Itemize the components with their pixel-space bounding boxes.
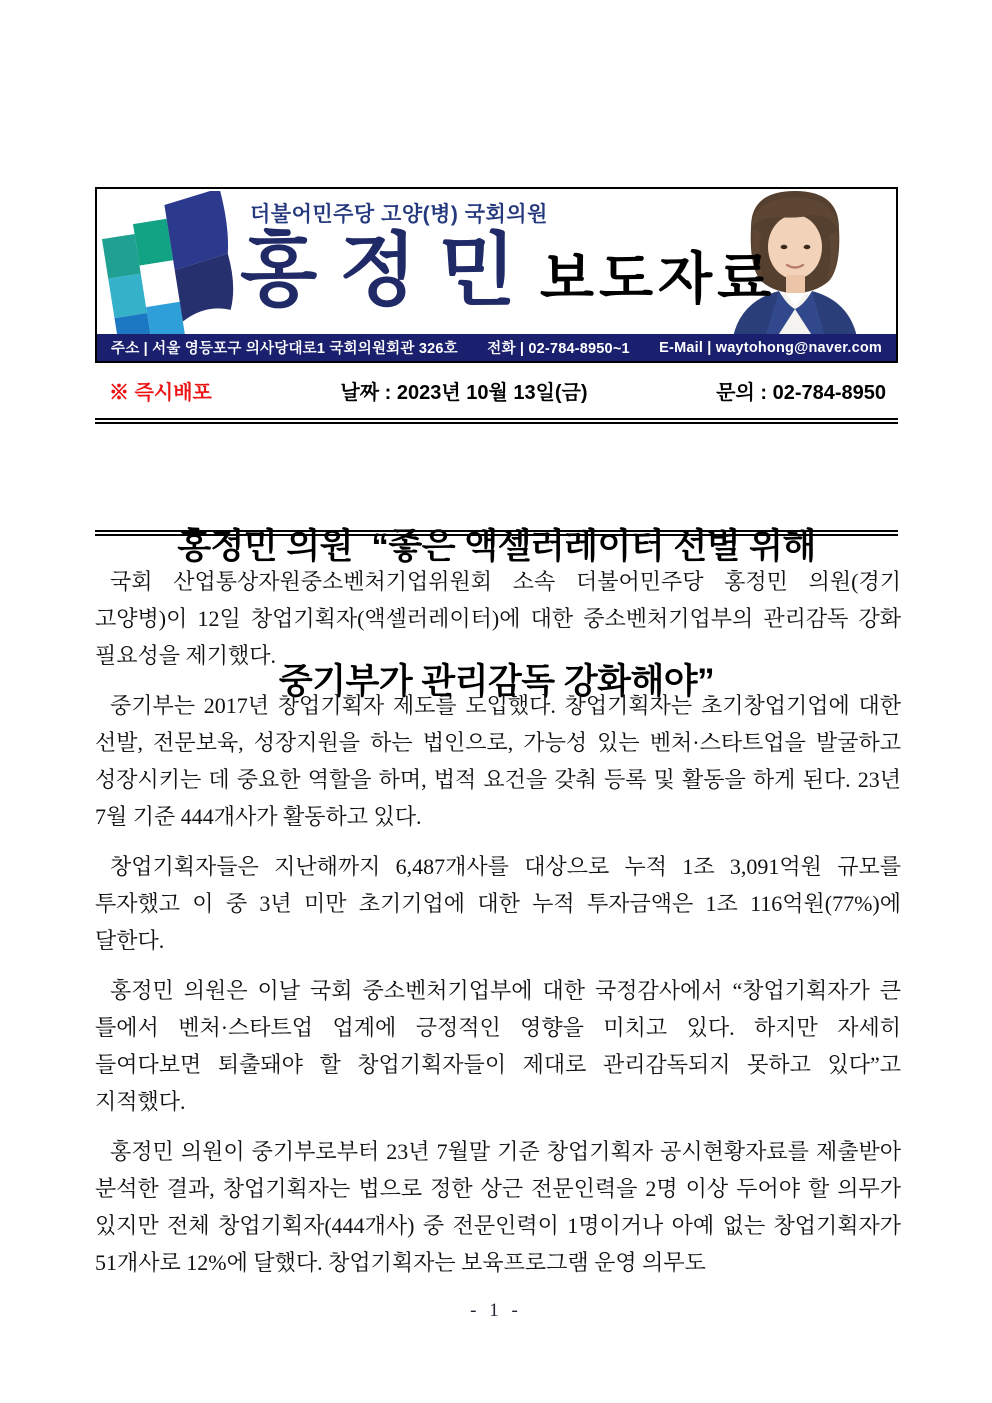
contact-phone: 전화 | 02-784-8950~1 xyxy=(487,341,630,357)
mp-name: 홍정민 xyxy=(240,226,538,315)
paragraph-2: 중기부는 2017년 창업기획자 제도를 도입했다. 창업기획자는 초기창업기업에 대한 선발, 전문보육, 성장지원을 하는 법인으로, 가능성 있는 벤처·스타트업을 발굴하고 성장시키는 데 중요한 역할을 하며, 법적 요건을 갖춰 등록 및 활동을 하게 된다. 23년 7월 기준 444개사가 활동하고 있다. xyxy=(95,693,901,829)
contact-bar xyxy=(97,334,896,361)
header-banner xyxy=(95,187,898,363)
press-title-line2: 중기부가 관리감독 강화해야” xyxy=(278,662,715,701)
paragraph-1: 국회 산업통상자원중소벤처기업위원회 소속 더불어민주당 홍정민 의원(경기 고양병)이 12일 창업기획자(액셀러레이터)에 대한 중소벤처기업부의 관리감독 강화 필요성을 제기했다. xyxy=(95,569,901,668)
paragraph-4: 홍정민 의원은 이날 국회 중소벤처기업부에 대한 국정감사에서 “창업기획자가 큰 틀에서 벤처·스타트업 업계에 긍정적인 영향을 미치고 있다. 하지만 자세히 들여다보면 퇴출돼야 할 창업기획자들이 제대로 관리감독되지 못하고 있다”고 지적했다. xyxy=(95,978,901,1114)
page-number: - 1 - xyxy=(470,1300,522,1321)
contact-address: 주소 | 서울 영등포구 의사당대로1 국회의원회관 326호 xyxy=(111,341,458,357)
info-row xyxy=(95,369,898,411)
party-flag-icon xyxy=(99,191,241,336)
title-rule-top xyxy=(95,418,898,424)
paragraph-5: 홍정민 의원이 중기부로부터 23년 7월말 기준 창업기획자 공시현황자료를 제출받아 분석한 결과, 창업기획자는 법으로 정한 상근 전문인력을 2명 이상 두어야 할 의무가 있지만 전체 창업기획자(444개사) 중 전문인력이 1명이거나 아예 없는 창업기획자가 51개사로 12%에 달했다. 창업기획자는 보육프로그램 운영 의무도 xyxy=(95,1139,901,1275)
header-text-block xyxy=(240,198,776,313)
immediate-release-label: ※ 즉시배포 xyxy=(109,381,212,404)
contact-email: E-Mail | waytohong@naver.com xyxy=(659,339,882,356)
name-row xyxy=(240,226,777,315)
release-date: 날짜 : 2023년 10월 13일(금) xyxy=(340,381,588,404)
press-title-line1: 홍정민 의원 “좋은 액셀러레이터 선별 위해 xyxy=(177,527,816,566)
document-type-label: 보도자료 xyxy=(539,247,777,310)
party-flag-svg xyxy=(99,191,241,336)
inquiry-phone: 문의 : 02-784-8950 xyxy=(716,381,886,404)
body-text xyxy=(95,563,901,1294)
paragraph-3: 창업기획자들은 지난해까지 6,487개사를 대상으로 누적 1조 3,091억원 규모를 투자했고 이 중 3년 미만 초기기업에 대한 누적 투자금액은 1조 116억원(77%)에 달한다. xyxy=(95,854,901,953)
party-affiliation-label: 더불어민주당 고양(병) 국회의원 xyxy=(250,203,548,226)
title-rule-bottom xyxy=(95,530,898,536)
